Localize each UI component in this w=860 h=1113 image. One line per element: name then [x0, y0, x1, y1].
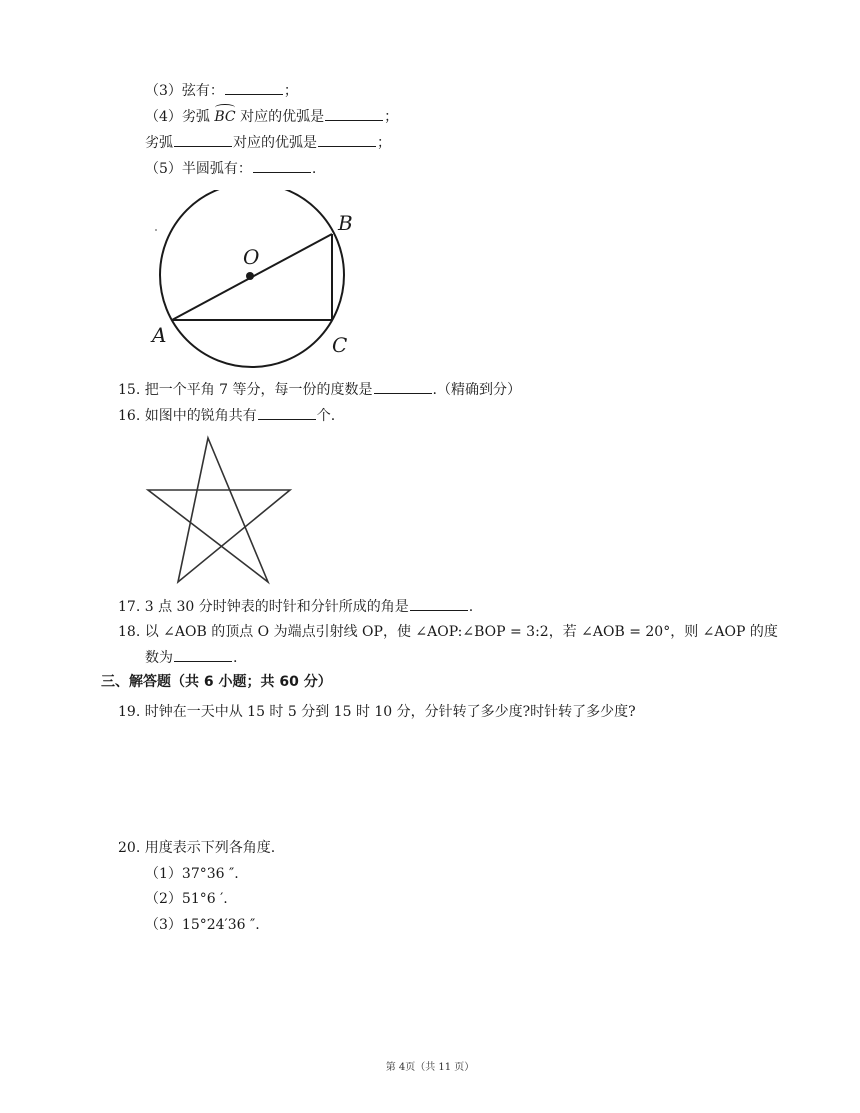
q17-text: 17. 3 点 30 分时钟表的时针和分针所成的角是 [118, 599, 409, 615]
question-18-line1 [118, 622, 778, 642]
q14-item4b-suffix: ； [377, 135, 391, 151]
q14-item3 [145, 80, 298, 101]
section-heading: 三、解答题（共 6 小题；共 60 分） [101, 674, 332, 690]
answer-blank[interactable] [225, 80, 283, 95]
q18-text: 18. 以 ∠AOB 的顶点 O 为端点引射线 OP，使 ∠AOP:∠BOP = 3:2，若 ∠AOB = 20°，则 ∠AOP 的度 [118, 624, 778, 640]
page-footer: 第 4页（共 11 页） [385, 1062, 475, 1073]
star-figure [140, 432, 300, 588]
q20-item-2: （2）51°6 ′. [145, 891, 228, 907]
q14-item4b [145, 132, 391, 153]
q14-item4-middle: 对应的优弧是 [240, 109, 325, 125]
q14-item5 [145, 158, 316, 179]
q14-item4b-prefix: 劣弧 [145, 135, 173, 151]
circle-figure [140, 190, 380, 370]
answer-blank[interactable] [253, 158, 311, 173]
answer-blank[interactable] [374, 379, 432, 394]
q14-item4-prefix: （4）劣弧 [145, 109, 210, 125]
q14-item3-prefix: （3）弦有： [145, 83, 224, 99]
q17-suffix: . [468, 599, 474, 615]
label-c: C [332, 333, 348, 357]
star-outline [148, 438, 290, 582]
answer-blank[interactable] [174, 647, 232, 662]
answer-blank[interactable] [325, 106, 383, 121]
label-a: A [152, 323, 167, 347]
q18-line2-suffix: . [233, 650, 238, 666]
q14-item3-suffix: ； [283, 83, 298, 99]
q18-line2-prefix: 数为 [145, 650, 173, 666]
q16-text: 16. 如图中的锐角共有 [118, 408, 257, 424]
center-point [246, 272, 254, 280]
label-b: B [338, 211, 353, 235]
question-15 [118, 379, 521, 400]
q16-suffix: 个. [316, 408, 336, 424]
answer-blank[interactable] [258, 405, 316, 420]
q14-item4b-middle: 对应的优弧是 [233, 135, 317, 151]
q14-item4 [145, 106, 398, 127]
q20-item-1: （1）37°36 ″. [145, 866, 239, 882]
answer-blank[interactable] [410, 596, 468, 611]
answer-blank[interactable] [174, 132, 232, 147]
answer-blank[interactable] [318, 132, 376, 147]
label-o: O [243, 245, 260, 269]
q15-suffix: .（精确到分） [432, 382, 521, 398]
q14-item4-suffix: ； [384, 109, 399, 125]
arc-bc: BC [214, 109, 236, 125]
question-20: 20. 用度表示下列各角度. [118, 840, 276, 856]
q15-text: 15. 把一个平角 7 等分，每一份的度数是 [118, 382, 373, 398]
question-18-line2 [145, 647, 237, 668]
question-16 [118, 405, 335, 426]
q14-item5-suffix: . [311, 161, 317, 177]
q14-item5-prefix: （5）半圆弧有： [145, 161, 252, 177]
question-17 [118, 596, 473, 617]
question-19: 19. 时钟在一天中从 15 时 5 分到 15 时 10 分，分针转了多少度?时针转了多少度? [118, 704, 636, 720]
stray-dot [155, 229, 157, 231]
q20-item-3: （3）15°24′36 ″. [145, 917, 260, 933]
